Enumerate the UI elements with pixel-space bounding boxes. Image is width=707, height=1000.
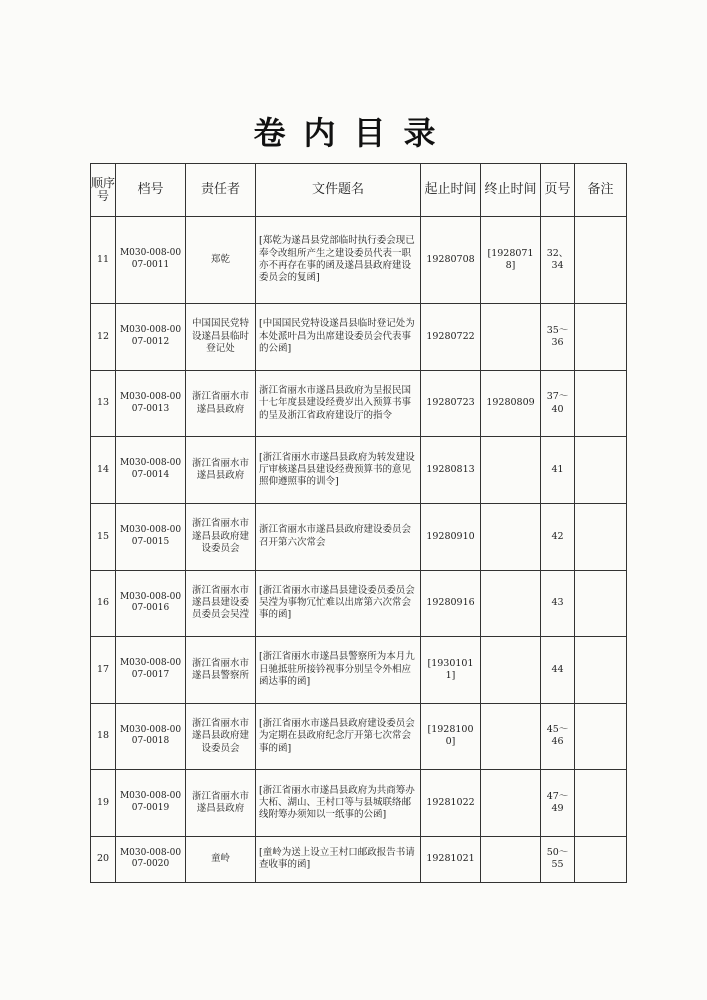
- cell-start: 19280723: [421, 370, 481, 437]
- cell-start: [19281000]: [421, 703, 481, 770]
- cell-remark: [575, 770, 627, 837]
- cell-title: [郑乾为遂昌县党部临时执行委会现已奉令改组所产生之建设委员代表一职亦不再存在事的函及遂昌县政府建设委员会的复函]: [256, 217, 421, 304]
- cell-title: 浙江省丽水市遂昌县政府建设委员会召开第六次常会: [256, 503, 421, 570]
- cell-responsible: 浙江省丽水市遂昌县政府: [186, 770, 256, 837]
- table-row: [91, 304, 627, 371]
- cell-start: 19280708: [421, 217, 481, 304]
- table-row: [91, 503, 627, 570]
- cell-responsible: 童岭: [186, 836, 256, 882]
- header-start: 起止时间: [421, 164, 481, 217]
- header-title: 文件题名: [256, 164, 421, 217]
- cell-remark: [575, 437, 627, 504]
- table-row: [91, 703, 627, 770]
- table-row: [91, 370, 627, 437]
- header-responsible: 责任者: [186, 164, 256, 217]
- cell-responsible: 浙江省丽水市遂昌县政府建设委员会: [186, 703, 256, 770]
- cell-responsible: 浙江省丽水市遂昌县政府: [186, 370, 256, 437]
- cell-responsible: 浙江省丽水市遂昌县警察所: [186, 637, 256, 704]
- cell-remark: [575, 836, 627, 882]
- cell-seq: 17: [91, 637, 116, 704]
- cell-title: [浙江省丽水市遂昌县政府为转发建设厅审核遂昌县建设经费预算书的意见照仰遵照事的训令]: [256, 437, 421, 504]
- cell-seq: 12: [91, 304, 116, 371]
- cell-pages: 42: [541, 503, 575, 570]
- header-seq: 顺序号: [91, 164, 116, 217]
- cell-remark: [575, 503, 627, 570]
- cell-remark: [575, 304, 627, 371]
- cell-responsible: 浙江省丽水市遂昌县政府: [186, 437, 256, 504]
- cell-start: 19280813: [421, 437, 481, 504]
- table-row: [91, 570, 627, 637]
- cell-pages: 43: [541, 570, 575, 637]
- header-end: 终止时间: [481, 164, 541, 217]
- cell-end: [481, 703, 541, 770]
- cell-pages: 47～49: [541, 770, 575, 837]
- table-row: [91, 217, 627, 304]
- header-remark: 备注: [575, 164, 627, 217]
- cell-pages: 44: [541, 637, 575, 704]
- cell-seq: 18: [91, 703, 116, 770]
- cell-file-no: M030-008-0007-0014: [116, 437, 186, 504]
- cell-title: [中国国民党特设遂昌县临时登记处为本处派叶昌为出席建设委员会代表事的公函]: [256, 304, 421, 371]
- cell-file-no: M030-008-0007-0018: [116, 703, 186, 770]
- header-row: [91, 164, 627, 217]
- cell-seq: 15: [91, 503, 116, 570]
- cell-responsible: 浙江省丽水市遂昌县建设委员委员会吴滢: [186, 570, 256, 637]
- cell-end: [19280718]: [481, 217, 541, 304]
- cell-file-no: M030-008-0007-0019: [116, 770, 186, 837]
- cell-remark: [575, 703, 627, 770]
- cell-remark: [575, 637, 627, 704]
- cell-title: [浙江省丽水市遂昌县政府为共商筹办大柘、湖山、王村口等与县城联络邮线附筹办须知以一纸事的公函]: [256, 770, 421, 837]
- page-title: 卷内目录: [253, 114, 454, 152]
- cell-file-no: M030-008-0007-0015: [116, 503, 186, 570]
- cell-seq: 16: [91, 570, 116, 637]
- cell-end: [481, 836, 541, 882]
- header-pages: 页号: [541, 164, 575, 217]
- table-row: [91, 437, 627, 504]
- cell-remark: [575, 217, 627, 304]
- cell-remark: [575, 370, 627, 437]
- header-file-no: 档号: [116, 164, 186, 217]
- cell-file-no: M030-008-0007-0017: [116, 637, 186, 704]
- cell-start: 19280722: [421, 304, 481, 371]
- cell-pages: 37～40: [541, 370, 575, 437]
- cell-start: 19280910: [421, 503, 481, 570]
- cell-start: 19281021: [421, 836, 481, 882]
- cell-pages: 45～46: [541, 703, 575, 770]
- cell-seq: 13: [91, 370, 116, 437]
- cell-responsible: 郑乾: [186, 217, 256, 304]
- cell-file-no: M030-008-0007-0020: [116, 836, 186, 882]
- cell-title: 浙江省丽水市遂昌县政府为呈报民国十七年度县建设经费岁出入预算书事的呈及浙江省政府建设厅的指令: [256, 370, 421, 437]
- cell-start: 19281022: [421, 770, 481, 837]
- cell-title: [浙江省丽水市遂昌县警察所为本月九日驰抵驻所接钤视事分别呈令外相应函达事的函]: [256, 637, 421, 704]
- cell-pages: 41: [541, 437, 575, 504]
- cell-file-no: M030-008-0007-0013: [116, 370, 186, 437]
- cell-end: [481, 304, 541, 371]
- cell-responsible: 中国国民党特设遂昌县临时登记处: [186, 304, 256, 371]
- cell-pages: 35～36: [541, 304, 575, 371]
- cell-responsible: 浙江省丽水市遂昌县政府建设委员会: [186, 503, 256, 570]
- cell-seq: 19: [91, 770, 116, 837]
- table-row: [91, 770, 627, 837]
- cell-title: [童岭为送上设立王村口邮政报告书请查收事的函]: [256, 836, 421, 882]
- cell-end: [481, 570, 541, 637]
- table-row: [91, 836, 627, 882]
- cell-end: [481, 637, 541, 704]
- cell-seq: 20: [91, 836, 116, 882]
- cell-start: [19301011]: [421, 637, 481, 704]
- cell-pages: 50～55: [541, 836, 575, 882]
- cell-remark: [575, 570, 627, 637]
- cell-seq: 11: [91, 217, 116, 304]
- cell-pages: 32、34: [541, 217, 575, 304]
- cell-seq: 14: [91, 437, 116, 504]
- catalog-table: [90, 163, 627, 883]
- cell-end: 19280809: [481, 370, 541, 437]
- cell-start: 19280916: [421, 570, 481, 637]
- cell-file-no: M030-008-0007-0012: [116, 304, 186, 371]
- cell-title: [浙江省丽水市遂昌县政府建设委员会为定期在县政府纪念厅开第七次常会事的函]: [256, 703, 421, 770]
- cell-end: [481, 437, 541, 504]
- cell-end: [481, 770, 541, 837]
- cell-title: [浙江省丽水市遂昌县建设委员委员会吴滢为事物冗忙难以出席第六次常会事的函]: [256, 570, 421, 637]
- cell-file-no: M030-008-0007-0016: [116, 570, 186, 637]
- table-row: [91, 637, 627, 704]
- cell-end: [481, 503, 541, 570]
- cell-file-no: M030-008-0007-0011: [116, 217, 186, 304]
